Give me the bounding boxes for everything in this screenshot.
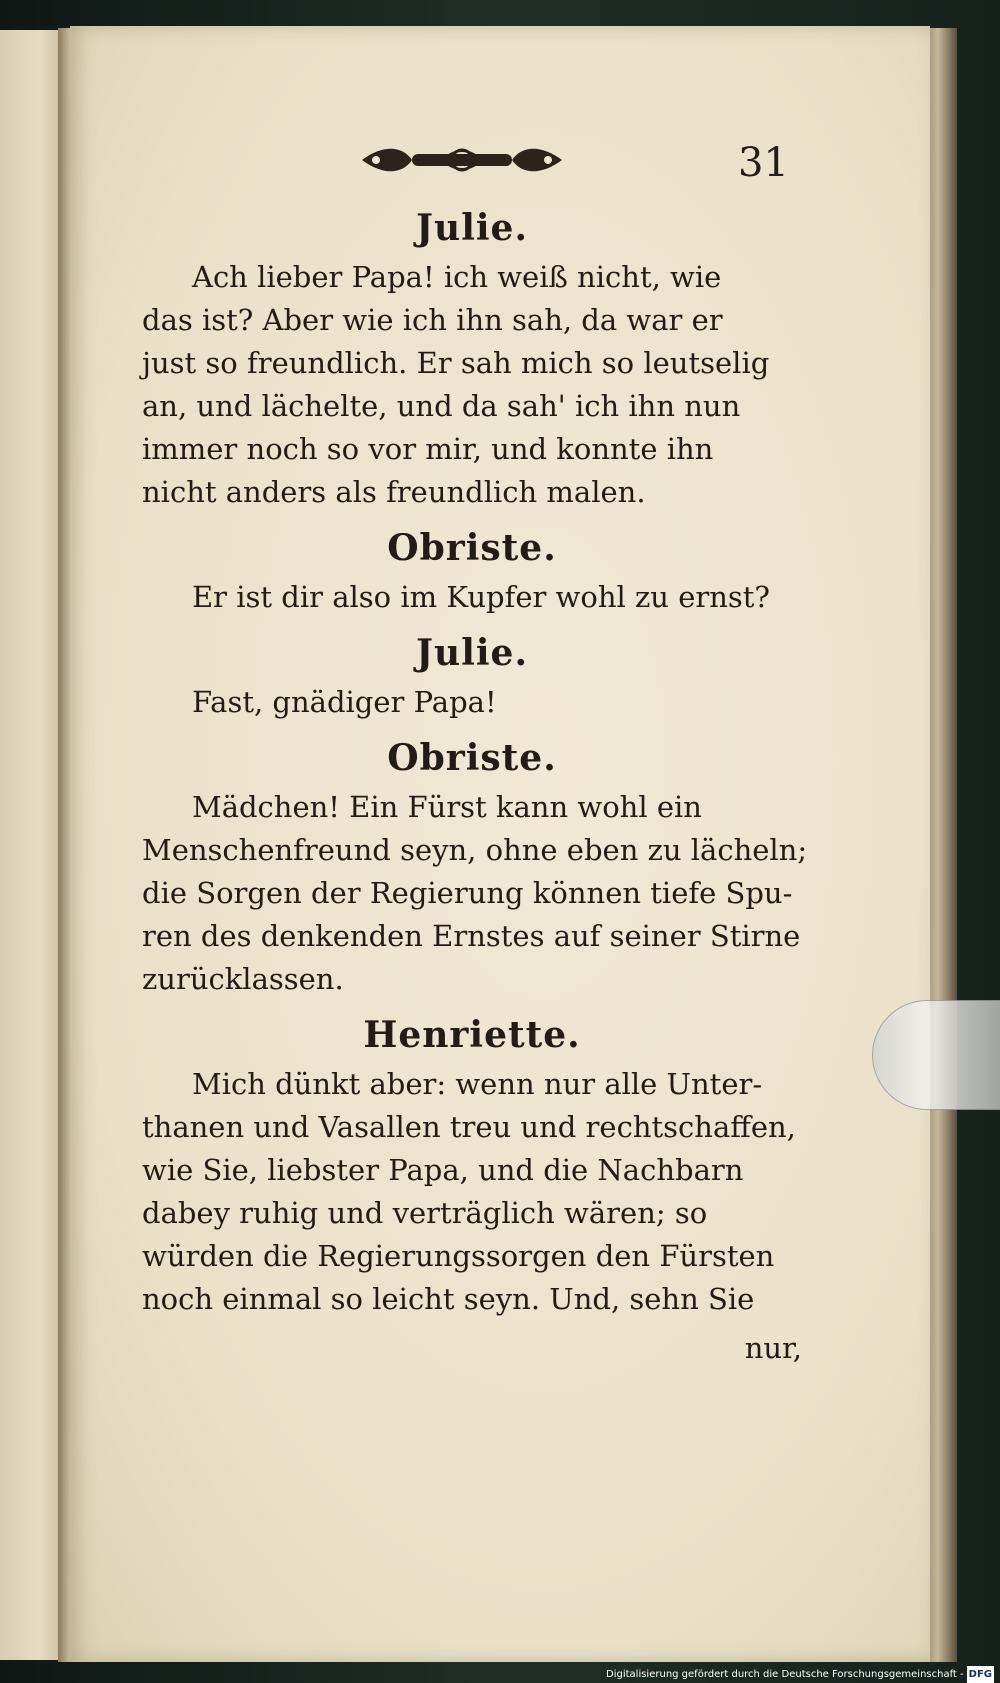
speaker-heading: Obriste. xyxy=(387,527,557,569)
text-line: nicht anders als freundlich malen. xyxy=(142,475,646,509)
text-line: Ach lieber Papa! ich weiß nicht, wie xyxy=(192,260,722,294)
text-line: die Sorgen der Regierung können tiefe Spu- xyxy=(142,876,793,910)
speaker-heading: Julie. xyxy=(416,207,528,249)
page-clip-tab xyxy=(872,1000,1000,1110)
text-line: ren des denkenden Ernstes auf seiner Stirne xyxy=(142,919,801,953)
speaker-heading: Henriette. xyxy=(363,1014,581,1056)
text-line: just so freundlich. Er sah mich so leutselig xyxy=(142,346,770,380)
page-text xyxy=(142,200,808,1370)
text-line: Menschenfreund seyn, ohne eben zu lächeln; xyxy=(142,833,808,867)
text-line: thanen und Vasallen treu und rechtschaffen, xyxy=(142,1110,796,1144)
text-line: dabey ruhig und verträglich wären; so xyxy=(142,1196,708,1230)
speech-paragraph xyxy=(142,786,808,1001)
text-line: Mich dünkt aber: wenn nur alle Unter- xyxy=(192,1067,763,1101)
speaker-heading: Obriste. xyxy=(387,737,557,779)
text-line: Fast, gnädiger Papa! xyxy=(192,685,497,719)
text-line: immer noch so vor mir, und konnte ihn xyxy=(142,432,714,466)
footer-credit: Digitalisierung gefördert durch die Deutsche Forschungsgemeinschaft - xyxy=(606,1669,964,1680)
text-line: das ist? Aber wie ich ihn sah, da war er xyxy=(142,303,723,337)
text-line: noch einmal so leicht seyn. Und, sehn Sie xyxy=(142,1282,755,1316)
text-line: würden die Regierungssorgen den Fürsten xyxy=(142,1239,775,1273)
text-line: zurücklassen. xyxy=(142,962,344,996)
speaker-heading: Julie. xyxy=(416,632,528,674)
dfg-logo: DFG xyxy=(967,1666,994,1683)
text-line: an, und lächelte, und da sah' ich ihn nun xyxy=(142,389,741,423)
page-number: 31 xyxy=(738,140,789,186)
speech-paragraph xyxy=(142,1063,802,1321)
text-line: Mädchen! Ein Fürst kann wohl ein xyxy=(192,790,702,824)
text-line: Er ist dir also im Kupfer wohl zu ernst? xyxy=(192,580,770,614)
catchword: nur, xyxy=(744,1331,802,1365)
text-line: wie Sie, liebster Papa, und die Nachbarn xyxy=(142,1153,744,1187)
vine-ornament-icon xyxy=(352,140,572,180)
speech-paragraph xyxy=(142,256,802,514)
speech-paragraph xyxy=(142,681,802,724)
digitization-footer xyxy=(560,1666,1000,1683)
speech-paragraph xyxy=(142,576,802,619)
